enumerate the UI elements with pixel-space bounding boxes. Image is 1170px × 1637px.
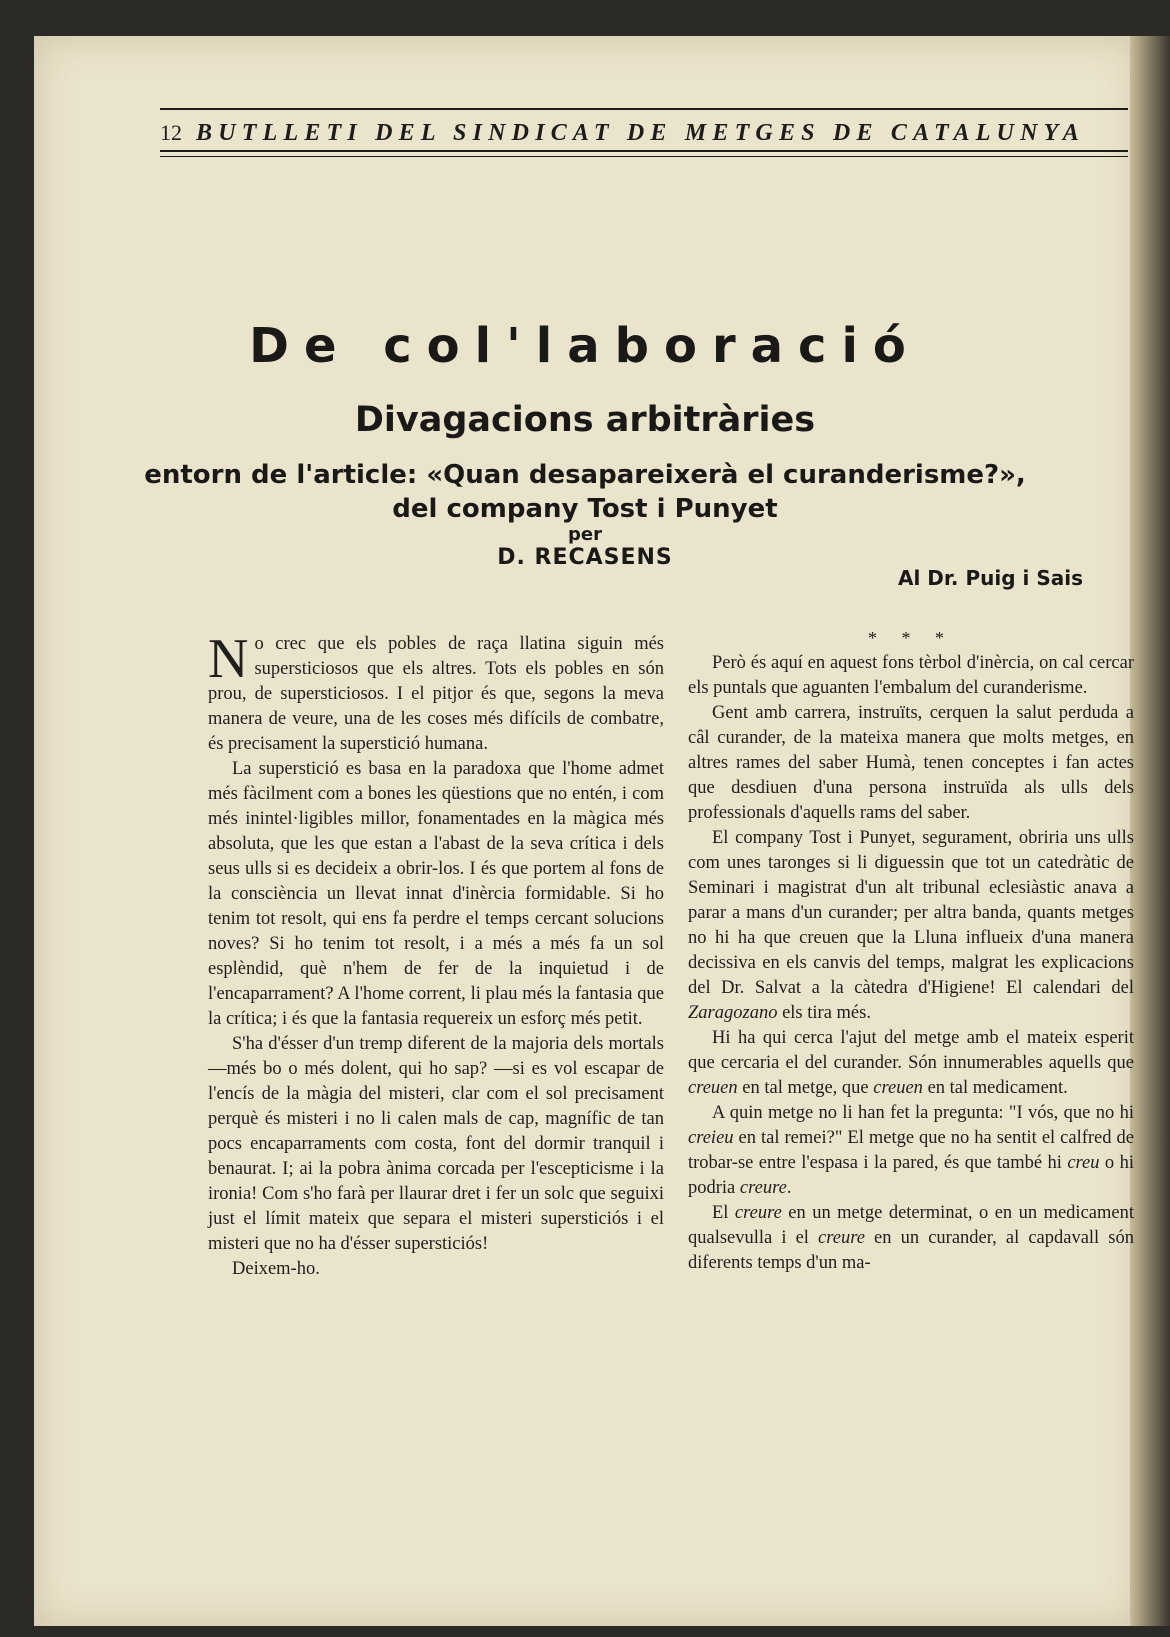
text-run: en un metge determinat, o en un medicament qualsevulla i el	[688, 1203, 1134, 1248]
paragraph	[688, 1026, 1134, 1101]
text-run: en un curander, al capdavall són diferents temps d'un ma-	[688, 1228, 1134, 1273]
by-label: per	[568, 524, 602, 545]
text-run: El	[712, 1203, 735, 1223]
italic-run: creure	[818, 1228, 865, 1248]
text-run: .	[786, 1178, 792, 1198]
italic-run: creure	[734, 1203, 782, 1223]
text-run: A quin metge no li han fet la pregunta: "I vós, que no hi	[712, 1103, 1134, 1123]
italic-run: Zaragozano	[688, 1003, 778, 1023]
paragraph: S'ha d'ésser d'un tremp diferent de la majoria dels mortals—més bo o més dolent, qui ho sap? —si es vol escapar de l'encís de la màgia del misteri, clar com el sol precisament perquè és misteri i no li calen mals de cap, magnífic de tan pocs encaparraments com costa, font del dormir tranquil i benaurat. I; ai la pobra ànima corcada per l'escepticisme i la ironia! Com s'ho farà per llaurar dret i fer un solc que seguixi just el límit mateix que separa el misteri supersticiós i el misteri que no ha d'ésser supersticiós!	[208, 1034, 664, 1254]
header-rule-top	[160, 108, 1128, 110]
article-subtitle	[0, 458, 1170, 526]
article-title: Divagacions arbitràries	[354, 400, 816, 440]
paragraph	[688, 1201, 1134, 1276]
paragraph	[688, 826, 1134, 1026]
italic-run: creu	[1067, 1153, 1100, 1173]
paragraph: La superstició es basa en la paradoxa que l'home admet més fàcilment com a bones les qüestions que no entén, i com més inintel·ligibles millor, fonamentades en la màgica més absoluta, que les que estan a l'abast de la seva crítica i dels seus ulls si es decideix a obrir-los. I és que portem al fons de la consciència un llevat innat d'inèrcia formidable. Si ho tenim tot resolt, qui ens fa perdre el temps cercant solucions noves? Si ho tenim tot resolt, i a més a més fa un sol esplèndid, què n'hem de fer de la inquietud i de l'encaparrament? A l'home corrent, li plau més la fantasia que la crítica; i és que la fantasia requereix un esforç més petit.	[208, 759, 664, 1029]
header-rule-bottom	[160, 150, 1128, 152]
paragraph	[208, 628, 664, 757]
paragraph: Deixem-ho.	[232, 1259, 320, 1279]
paragraph	[688, 1101, 1134, 1201]
paragraph-text: o crec que els pobles de raça llatina siguin més supersticiosos que els altres. Tots els pobles en són prou, de supersticiosos. I el pitjor és que, segons la meva manera de veure, una de les coses més difícils de combatre, és precisament la superstició humana.	[208, 634, 664, 754]
dedication: Al Dr. Puig i Sais	[898, 566, 1083, 590]
running-title: BUTLLETI DEL SINDICAT DE METGES DE CATALUNYA	[196, 119, 1085, 146]
text-run: Hi ha qui cerca l'ajut del metge amb el mateix esperit que cercaria el del curander. Són innumerables aquells que	[688, 1028, 1134, 1073]
subtitle-line-1: entorn de l'article: «Quan desapareixerà el curanderisme?»,	[144, 460, 1026, 490]
text-run: en tal medicament.	[922, 1078, 1068, 1098]
section-separator: * * *	[868, 628, 954, 648]
paragraph: Gent amb carrera, instruïts, cerquen la salut perduda a câl curander, de la mateixa manera que molts metges, en altres rames del saber Humà, tenen conceptes i fan actes que desdiuen d'una persona instruïda als ulls dels professionals d'aquells rams del saber.	[688, 703, 1134, 823]
italic-run: creuen	[873, 1078, 923, 1098]
left-column	[208, 628, 664, 1282]
drop-cap: N	[208, 628, 249, 690]
text-run: en tal remei?" El metge que no ha sentit el calfred de trobar-se entre l'espasa i la pared, és que també hi	[688, 1128, 1134, 1173]
right-column	[688, 626, 1134, 1276]
author-name: D. RECASENS	[497, 545, 673, 570]
page-number: 12	[160, 120, 182, 145]
text-run: o hi podria	[688, 1153, 1134, 1198]
italic-run: creieu	[688, 1128, 734, 1148]
subtitle-line-2: del company Tost i Punyet	[392, 494, 778, 524]
header-rule-bottom-thin	[160, 156, 1128, 157]
italic-run: creuen	[688, 1078, 738, 1098]
text-run: El company Tost i Punyet, segurament, obriria uns ulls com unes taronges si li diguessin que tot un catedràtic de Seminari i magistrat d'un alt tribunal eclesiàstic anava a parar a mans d'un curander; per altra banda, quants metges no hi ha que creuen que la Lluna influeix d'una manera decissiva en els canvis del temps, malgrat les explicacions del Dr. Salvat a la càtedra d'Higiene! El calendari del	[688, 828, 1134, 998]
text-run: en tal metge, que	[737, 1078, 874, 1098]
paragraph: Però és aquí en aquest fons tèrbol d'inèrcia, on cal cercar els puntals que aguanten l'embalum del curanderisme.	[688, 653, 1134, 698]
section-title: De col'laboració	[249, 318, 921, 374]
page-edge	[1130, 36, 1170, 1626]
running-header	[160, 116, 1128, 150]
text-run: els tira més.	[777, 1003, 871, 1023]
italic-run: creure	[739, 1178, 787, 1198]
